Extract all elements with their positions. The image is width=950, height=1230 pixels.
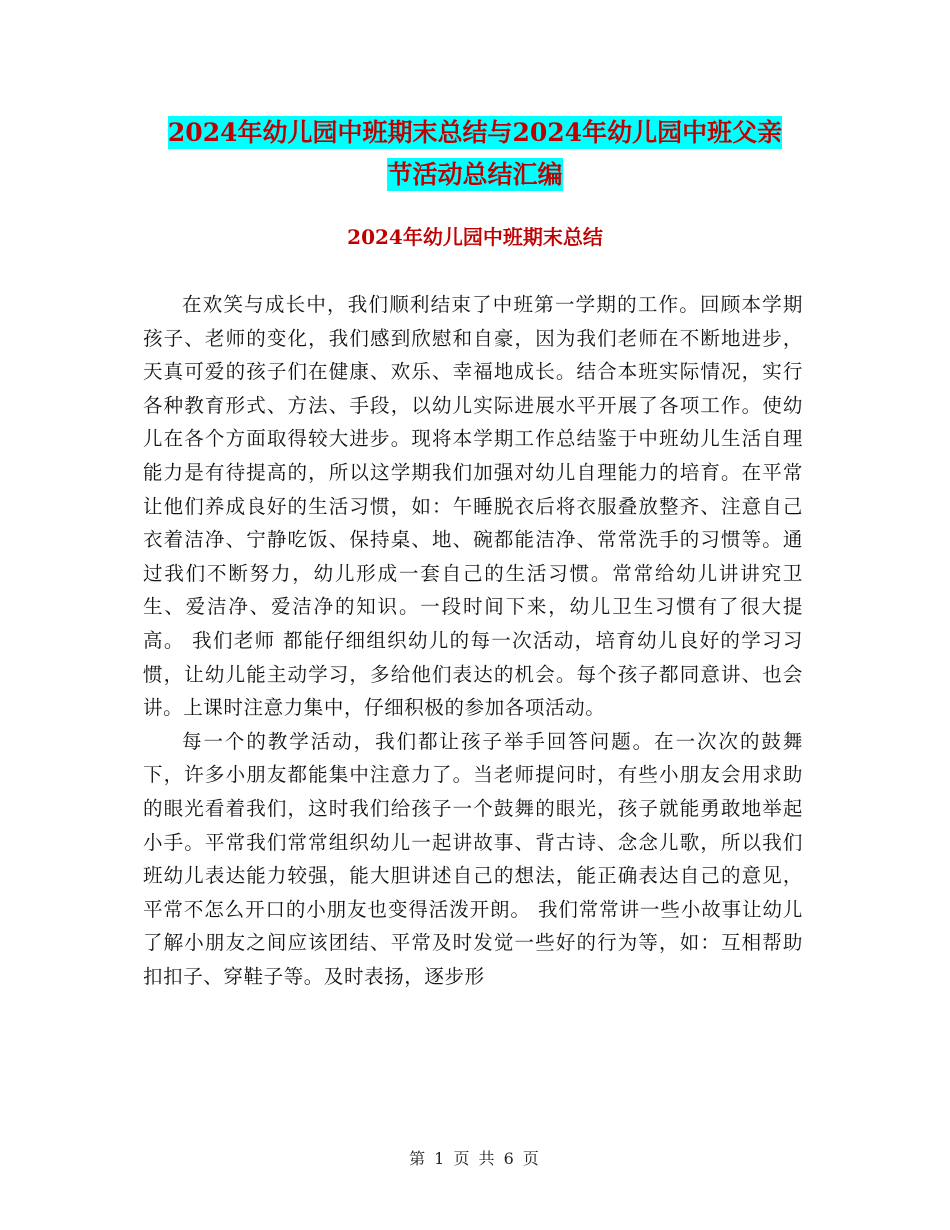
document-title — [150, 112, 800, 196]
document-body — [143, 288, 803, 993]
section-title: 2024年幼儿园中班期末总结 — [347, 225, 603, 249]
paragraph: 每一个的教学活动，我们都让孩子举手回答问题。在一次次的鼓舞下，许多小朋友都能集中注意力了。当老师提问时，有些小朋友会用求助的眼光看着我们，这时我们给孩子一个鼓舞的眼光，孩子就能勇敢地举起小手。平常我们常常组织幼儿一起讲故事、背古诗、念念儿歌，所以我们班幼儿表达能力较强，能大胆讲述自己的想法，能正确表达自己的意见，平常不怎么开口的小朋友也变得活泼开朗。 我们常常讲一些小故事让幼儿了解小朋友之间应该团结、平常及时发觉一些好的行为等，如：互相帮助扣扣子、穿鞋子等。及时表扬，逐步形 — [143, 729, 803, 988]
document-title-line-1: 2024年幼儿园中班期末总结与2024年幼儿园中班父亲 — [167, 118, 783, 147]
document-title-line-2: 节活动总结汇编 — [387, 160, 563, 189]
page-footer: 第 1 页 共 6 页 — [409, 1149, 541, 1168]
paragraph: 在欢笑与成长中，我们顺利结束了中班第一学期的工作。回顾本学期孩子、老师的变化，我们感到欣慰和自豪，因为我们老师在不断地进步，天真可爱的孩子们在健康、欢乐、幸福地成长。结合本班实际情况，实行各种教育形式、方法、手段，以幼儿实际进展水平开展了各项工作。使幼儿在各个方面取得较大进步。现将本学期工作总结鉴于中班幼儿生活自理能力是有待提高的，所以这学期我们加强对幼儿自理能力的培育。在平常让他们养成良好的生活习惯，如：午睡脱衣后将衣服叠放整齐、注意自己衣着洁净、宁静吃饭、保持桌、地、碗都能洁净、常常洗手的习惯等。通过我们不断努力，幼儿形成一套自己的生活习惯。常常给幼儿讲讲究卫生、爱洁净、爱洁净的知识。一段时间下来，幼儿卫生习惯有了很大提高。 我们老师 都能仔细组织幼儿的每一次活动，培育幼儿良好的学习习惯，让幼儿能主动学习，多给他们表达的机会。每个孩子都同意讲、也会讲。上课时注意力集中，仔细积极的参加各项活动。 — [143, 293, 803, 720]
